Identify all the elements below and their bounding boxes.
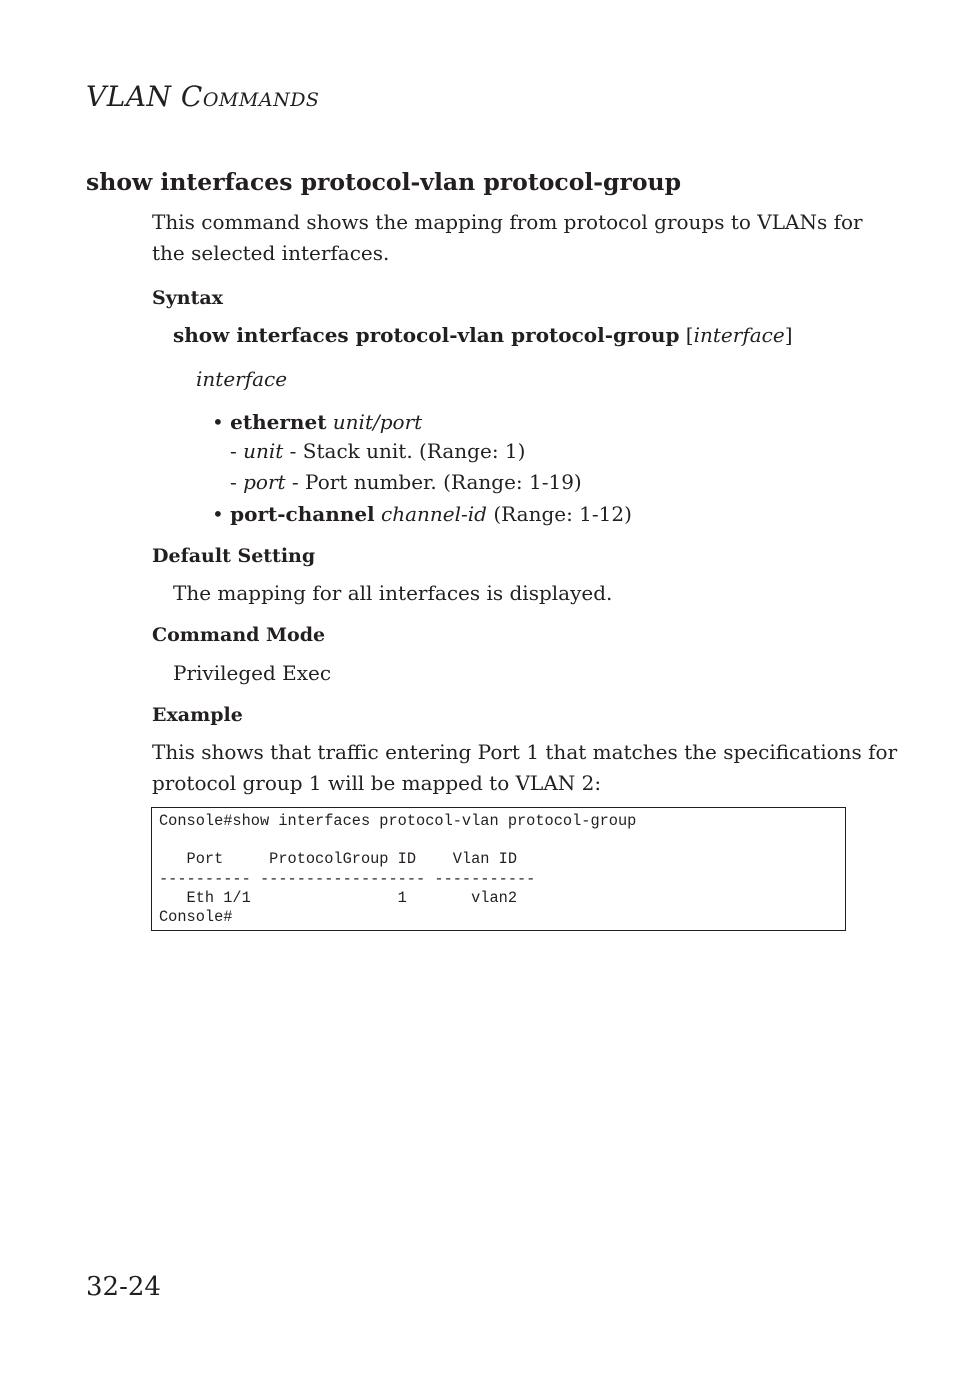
- bullet-glyph: •: [212, 502, 224, 526]
- syntax-line: [173, 320, 793, 351]
- running-header: [86, 80, 319, 113]
- command-mode-text: Privileged Exec: [173, 661, 332, 685]
- example-line-2: protocol group 1 will be mapped to VLAN 2:: [152, 771, 602, 795]
- intro-line-2: the selected interfaces.: [152, 241, 390, 265]
- ethernet-args: unit/port: [332, 410, 423, 434]
- port-description: [230, 467, 582, 498]
- code-example-box: [151, 807, 846, 931]
- header-chapter-rest: OMMANDS: [202, 89, 320, 111]
- header-chapter-lead: VLAN C: [86, 80, 203, 113]
- unit-desc: - Stack unit. (Range: 1): [283, 439, 526, 463]
- code-example: Console#show interfaces protocol-vlan protocol-group Port ProtocolGroup ID Vlan ID ---------- ------------------ ----------- Eth 1/1 1 vlan2 Console#: [159, 812, 637, 927]
- default-setting-heading: Default Setting: [152, 545, 316, 567]
- port-name: port: [243, 470, 286, 494]
- section-title: show interfaces protocol-vlan protocol-group: [86, 168, 682, 196]
- bullet-glyph: •: [212, 410, 224, 434]
- bullet-ethernet: [212, 407, 422, 438]
- port-channel-keyword: port-channel: [230, 502, 375, 526]
- port-dash: -: [230, 470, 237, 494]
- example-heading: Example: [152, 704, 243, 726]
- ethernet-keyword: ethernet: [230, 410, 327, 434]
- syntax-command: show interfaces protocol-vlan protocol-group: [173, 323, 680, 347]
- syntax-param: interface: [693, 323, 785, 347]
- unit-name: unit: [243, 439, 284, 463]
- param-label: interface: [196, 367, 288, 391]
- port-channel-args: channel-id: [381, 502, 487, 526]
- unit-description: [230, 436, 525, 467]
- port-desc: - Port number. (Range: 1-19): [285, 470, 582, 494]
- example-line-1: This shows that traffic entering Port 1 that matches the specifications for: [152, 740, 898, 764]
- unit-dash: -: [230, 439, 237, 463]
- syntax-close-bracket: ]: [784, 323, 793, 347]
- port-channel-range: (Range: 1-12): [486, 502, 632, 526]
- syntax-open-bracket: [: [685, 323, 694, 347]
- default-setting-text: The mapping for all interfaces is displayed.: [173, 581, 613, 605]
- command-mode-heading: Command Mode: [152, 624, 326, 646]
- bullet-port-channel: [212, 499, 632, 530]
- syntax-heading: Syntax: [152, 287, 223, 309]
- intro-line-1: This command shows the mapping from protocol groups to VLANs for: [152, 210, 863, 234]
- page-number: 32-24: [86, 1272, 161, 1302]
